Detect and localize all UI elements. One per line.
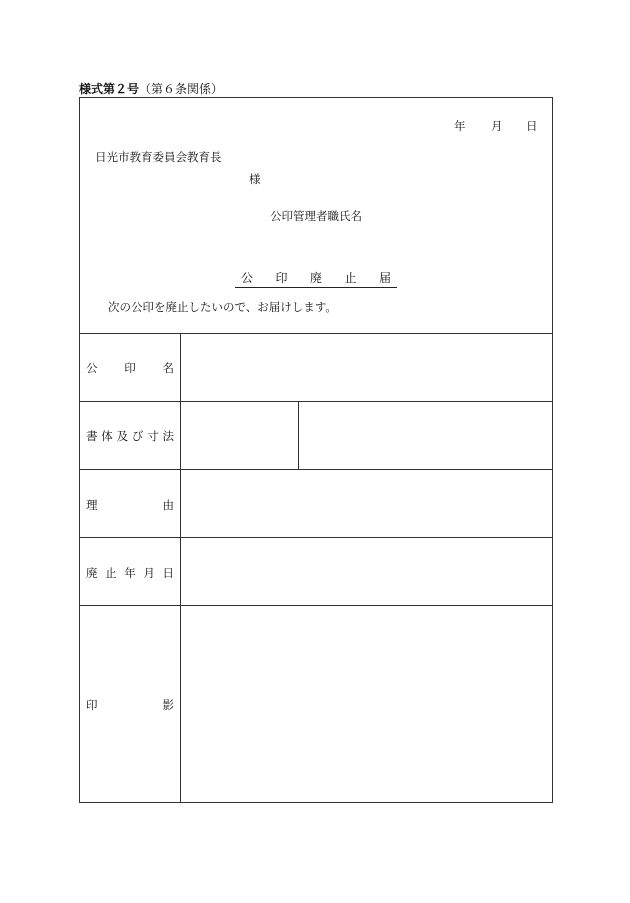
seal-name-field[interactable]: [181, 334, 552, 401]
addressee-honorific: 様: [249, 172, 261, 186]
reason-field[interactable]: [181, 470, 552, 537]
form-article-reference: （第６条関係）: [139, 82, 224, 96]
addressee-name: 日光市教育委員会教育長: [95, 150, 222, 164]
size-field[interactable]: [299, 402, 552, 469]
notification-form: [79, 97, 553, 803]
date-day-label[interactable]: 日: [526, 119, 538, 133]
label-seal-name: 公 印 名: [86, 361, 174, 375]
typeface-field[interactable]: [181, 402, 298, 469]
form-number: 様式第２号: [79, 82, 140, 96]
label-abolition-date: 廃 止 年 月 日: [86, 566, 174, 580]
seal-impression-field[interactable]: [181, 606, 552, 802]
heading-char: 届: [378, 271, 391, 285]
label-seal-impression: 印 影: [86, 698, 174, 712]
form-title: [79, 80, 223, 97]
heading-char: 廃: [309, 271, 322, 285]
heading-char: 印: [275, 271, 288, 285]
statement-text: 次の公印を廃止したいので、お届けします。: [108, 300, 337, 314]
form-heading: [235, 269, 397, 288]
date-year-label[interactable]: 年: [454, 119, 466, 133]
label-typeface-and-size: 書 体 及 び 寸 法: [86, 429, 174, 443]
label-reason: 理 由: [86, 498, 174, 512]
heading-char: 止: [344, 271, 357, 285]
date-month-label[interactable]: 月: [491, 119, 503, 133]
heading-char: 公: [241, 271, 254, 285]
abolition-date-field[interactable]: [181, 538, 552, 605]
applicant-label[interactable]: 公印管理者職氏名: [270, 209, 362, 223]
